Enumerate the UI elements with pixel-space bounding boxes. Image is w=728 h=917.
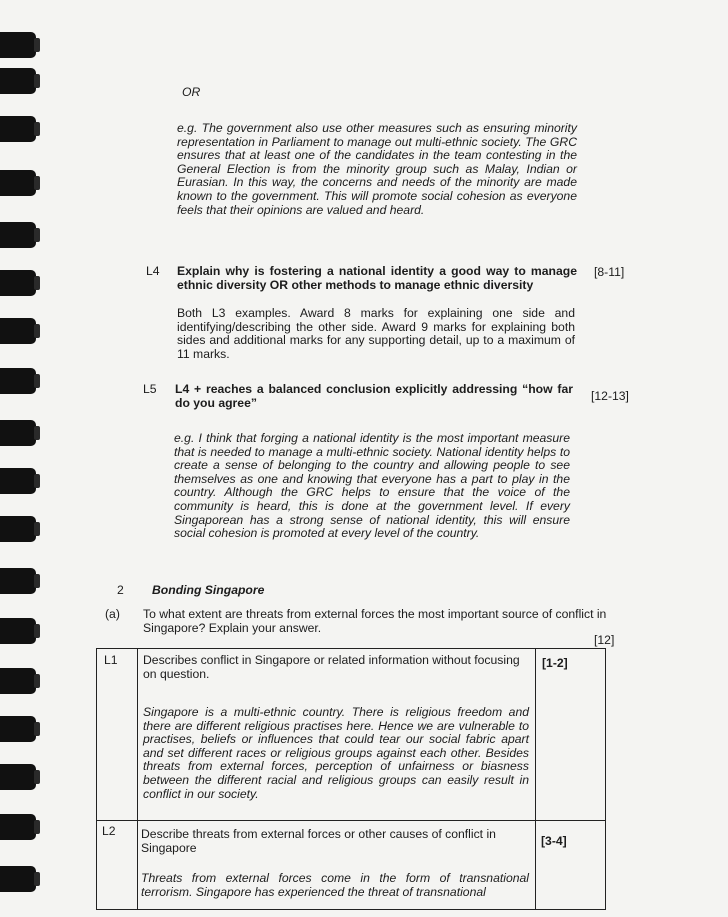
l3-example-text: e.g. The government also use other measures such as ensuring minority representation in Parliament to manage out multi-ethnic society. The GRC ensures that at least one of the candidates in the team contesting in the General Election is from the minority group such as Malay, Indian or Eurasian. In this way, the concerns and needs of the minority are made known to the government. This will promote social cohesion as everyone feels that their opinions are valued and heard. xyxy=(177,121,577,217)
question-text: To what extent are threats from external forces the most important source of conflict in Singapore? Explain your answer. xyxy=(143,607,607,635)
level-example: Threats from external forces come in the form of transnational terrorism. Singapore has experienced the threat of transnational xyxy=(141,871,529,899)
level-label: L2 xyxy=(102,824,116,838)
level-example: Singapore is a multi-ethnic country. There is religious freedom and there are different religious practises here. Hence we are vulnerable to practises, beliefs or influences that could tear our social fabric apart and set different races or religious groups against each other. Besides threats from external forces, perception of unfairness or biasness between the different racial and religious groups can easily result in conflict in our society. xyxy=(143,705,529,801)
l5-level-label: L5 xyxy=(143,382,157,396)
l4-level-label: L4 xyxy=(146,264,160,278)
l5-marks: [12-13] xyxy=(591,389,629,403)
level-label: L1 xyxy=(104,653,118,667)
level-descriptor: Describes conflict in Singapore or related information without focusing on question. xyxy=(143,653,520,681)
l5-heading: L4 + reaches a balanced conclusion explicitly addressing “how far do you agree” xyxy=(175,382,573,410)
level-descriptor: Describe threats from external forces or other causes of conflict in Singapore xyxy=(141,827,496,855)
l5-example-text: e.g. I think that forging a national identity is the most important measure that is needed to manage a multi-ethnic society. National identity helps to create a sense of belonging to the country and allowing people to see themselves as one and knowing that everyone has a part to play in the country. Although the GRC helps to ensure that the voice of the community is heard, this is done at the government level. If every Singaporean has a strong sense of national identity, this will ensure social cohesion is promoted at every level of the country. xyxy=(174,431,570,541)
l4-body: Both L3 examples. Award 8 marks for explaining one side and identifying/describing the other side. Award 9 marks for explaining both sides and additional marks for any supporting detail, up to a maximum of 11 marks. xyxy=(177,306,575,361)
level-marks: [3-4] xyxy=(541,834,567,848)
or-label: OR xyxy=(182,85,201,99)
l4-marks: [8-11] xyxy=(594,265,625,279)
question-marks: [12] xyxy=(594,633,615,647)
section-number: 2 xyxy=(117,583,124,597)
level-marks: [1-2] xyxy=(542,656,568,670)
question-part-label: (a) xyxy=(105,607,120,621)
section-title: Bonding Singapore xyxy=(152,583,265,597)
l4-heading: Explain why is fostering a national identity a good way to manage ethnic diversity OR other methods to manage ethnic diversity xyxy=(177,264,577,292)
